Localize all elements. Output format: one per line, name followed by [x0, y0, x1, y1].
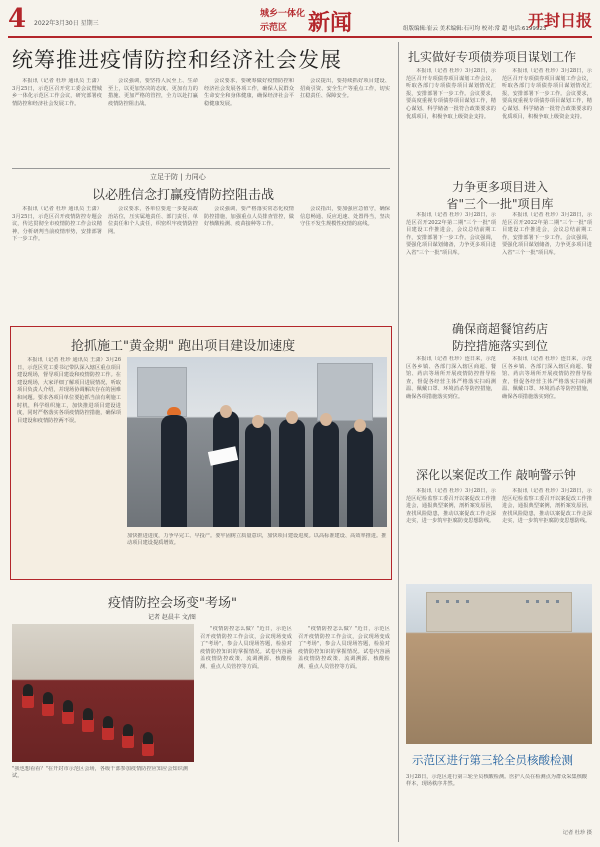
article3-col-1: "疫情防控怎么做？"近日，示范区召开疫情防控工作会议，会议现场变成了"考场"，参会人员现场答题，检验对疫情防控知识的掌握情况。试卷内容涵盖疫情防控政策、流调溯源、核酸检测、重点人员管控等方面。: [200, 626, 292, 670]
article3-byline: 记者 赵晨丰 文/图: [148, 614, 196, 621]
article2-col-1: 本报讯（记者 杜珍 通讯员 王潇）3月25日，示范区召开疫情防控专题会议，传达贯彻全市疫情防控工作会议精神，分析研判当前疫情形势，安排部署下一步工作。: [12, 206, 102, 243]
masthead: [8, 4, 592, 38]
newspaper-logo: 开封日报: [527, 11, 592, 30]
article3-headline: 疫情防控会场变"考场": [108, 596, 237, 611]
right3-col-2: 本报讯（记者 杜珍）连日来，示范区各乡镇、各部门深入辖区商超、餐馆、药店等场所开展疫情防控督导检查，督促各经营主体严格落实扫码测温、佩戴口罩、环境消杀等防控措施，确保各项措施落实到位。: [502, 356, 592, 400]
article2-kicker: 立足于防 | 力同心: [150, 173, 206, 181]
lead-body: [12, 78, 390, 164]
lead-col-2: 会议强调，要坚持人民至上、生命至上，以更加坚决的态度、更加有力的措施、更加严格的管控，全力以赴打赢疫情防控阻击战。: [108, 78, 198, 107]
right1-col-2: 本报讯（记者 杜珍）3月28日，示范区召开专项债券项目谋划工作会议，听取各部门专项债券项目谋划情况汇报，安排部署下一步工作。会议要求，要高度重视专项债券项目谋划工作，精心谋划、科学储备一批符合政策要求的优质项目，积极争取上级资金支持。: [502, 68, 592, 120]
right2-col-2: 本报讯（记者 杜珍）3月28日，示范区召开2022年第二期"三个一批"项目建设工作推进会，会议总结前期工作，安排部署下一步工作。会议强调，要强化项目谋划储备，力争更多项目进入省"三个一批"项目库。: [502, 212, 592, 256]
right2-col-1: 本报讯（记者 杜珍）3月28日，示范区召开2022年第二期"三个一批"项目建设工作推进会，会议总结前期工作，安排部署下一步工作。会议强调，要强化项目谋划储备，力争更多项目进入省"三个一批"项目库。: [406, 212, 496, 256]
feature-box: [10, 326, 392, 580]
article2-col-4: 会议指出，要加强应急值守，确保信息畅通、反应迅速、处置得当，坚决守住不发生规模性疫情的底线。: [300, 206, 390, 228]
lead-col-3: 会议要求，要统筹做好疫情防控和经济社会发展各项工作，确保人民群众生命安全和身体健康，确保经济社会平稳健康发展。: [204, 78, 294, 107]
right1-headline: 扎实做好专项债券项目谋划工作: [408, 50, 577, 64]
section-title: 新闻: [308, 10, 353, 36]
right3-col-1: 本报讯（记者 杜珍）连日来，示范区各乡镇、各部门深入辖区商超、餐馆、药店等场所开展疫情防控督导检查，督促各经营主体严格落实扫码测温、佩戴口罩、环境消杀等防控措施，确保各项措施落实到位。: [406, 356, 496, 400]
feature-body: 本报讯（记者 杜珍 通讯员 王潇）3月26日，示范区党工委书记带队深入辖区重点项目建设现场，督导项目建设和疫情防控工作。在建设现场，大家详细了解项目进展情况，听取项目负责人介绍，并现场协调解决存在的困难和问题。要求各项目单位要抢抓当前有利施工时机，科学组织施工，加快推进项目建设进度，同时严格落实各项疫情防控措施，确保项目建设和疫情防控两不误。: [17, 357, 121, 424]
feature-photo: [127, 357, 387, 527]
right4-col-1: 本报讯（记者 杜珍）3月28日，示范区纪检监察工委召开以案促改工作推进会，通报典型案例，剖析案发原因，查找风险隐患，推动以案促改工作走深走实，进一步筑牢拒腐防变思想防线。: [406, 488, 496, 525]
dateline: 2022年3月30日 星期三: [34, 20, 99, 27]
lead-headline: 统筹推进疫情防控和经济社会发展: [12, 48, 342, 72]
right5-headline: 示范区进行第三轮全员核酸检测: [412, 753, 573, 767]
lead-col-4: 会议提出，要持续抓好项目建设、招商引资、安全生产等重点工作，切实扛稳责任、保障安全。: [300, 78, 390, 100]
right4-headline: 深化以案促改工作 敲响警示钟: [416, 468, 576, 482]
feature-headline: 抢抓施工"黄金期" 跑出项目建设加速度: [71, 339, 296, 354]
article3-col-2: "疫情防控怎么做？"近日，示范区召开疫情防控工作会议，会议现场变成了"考场"，参会人员现场答题，检验对疫情防控知识的掌握情况。试卷内容涵盖疫情防控政策、流调溯源、核酸检测、重点人员管控等方面。: [298, 626, 390, 670]
right4-col-2: 本报讯（记者 杜珍）3月28日，示范区纪检监察工委召开以案促改工作推进会，通报典型案例，剖析案发原因，查找风险隐患，推动以案促改工作走深走实，进一步筑牢拒腐防变思想防线。: [502, 488, 592, 525]
divider: [12, 168, 390, 169]
right1-col-1: 本报讯（记者 杜珍）3月28日，示范区召开专项债券项目谋划工作会议，听取各部门专项债券项目谋划情况汇报，安排部署下一步工作。会议要求，要高度重视专项债券项目谋划工作，精心谋划、科学储备一批符合政策要求的优质项目，积极争取上级资金支持。: [406, 68, 496, 120]
testing-caption: 3月28日，示范区进行第三轮全员核酸检测。医护人员在检测点为群众采集核酸样本，现场秩序井然。: [406, 774, 588, 788]
article2-col-2: 会议要求，各单位要进一步提高政治站位，压实属地责任、部门责任、单位责任和个人责任，织密织牢疫情防控网。: [108, 206, 198, 235]
feature-caption: 加快推进进度，力争早完工、早投产。要牢固树立质量意识，加快项目建设进度。以高标准建设、高效率推进。推动项目建设提质增效。: [127, 533, 387, 547]
section-label-bottom: 示范区: [260, 23, 288, 33]
right2-headline: 力争更多项目进入 省"三个一批"项目库: [446, 180, 554, 211]
testing-photo: [406, 584, 592, 744]
column-divider: [398, 42, 399, 842]
editor-credits: 组版编辑:崔云 美术编辑:石可均 校对:常 超 电话:6199923: [403, 26, 547, 32]
meeting-caption: "我也想看看？"在开封市示范区会场，各级干部参加疫情防控应知应会知识测试。: [12, 766, 188, 780]
testing-byline: 记者 杜珍 摄: [562, 830, 592, 836]
lead-col-1: 本报讯（记者 杜珍 通讯员 王潇）3月25日，示范区召开党工委会议暨城乡一体化示范区工作会议，研究部署疫情防控和经济社会发展工作。: [12, 78, 102, 107]
meeting-photo: [12, 624, 194, 762]
article2-headline: 以必胜信念打赢疫情防控阻击战: [92, 188, 275, 203]
page-number: 4: [8, 4, 27, 34]
section-label-top: 城乡一体化: [260, 9, 306, 19]
article2-col-3: 会议强调，要严格落实常态化疫情防控措施，加强重点人员排查管控，做好核酸检测、疫苗接种等工作。: [204, 206, 294, 228]
right3-headline: 确保商超餐馆药店 防控措施落实到位: [451, 322, 548, 353]
